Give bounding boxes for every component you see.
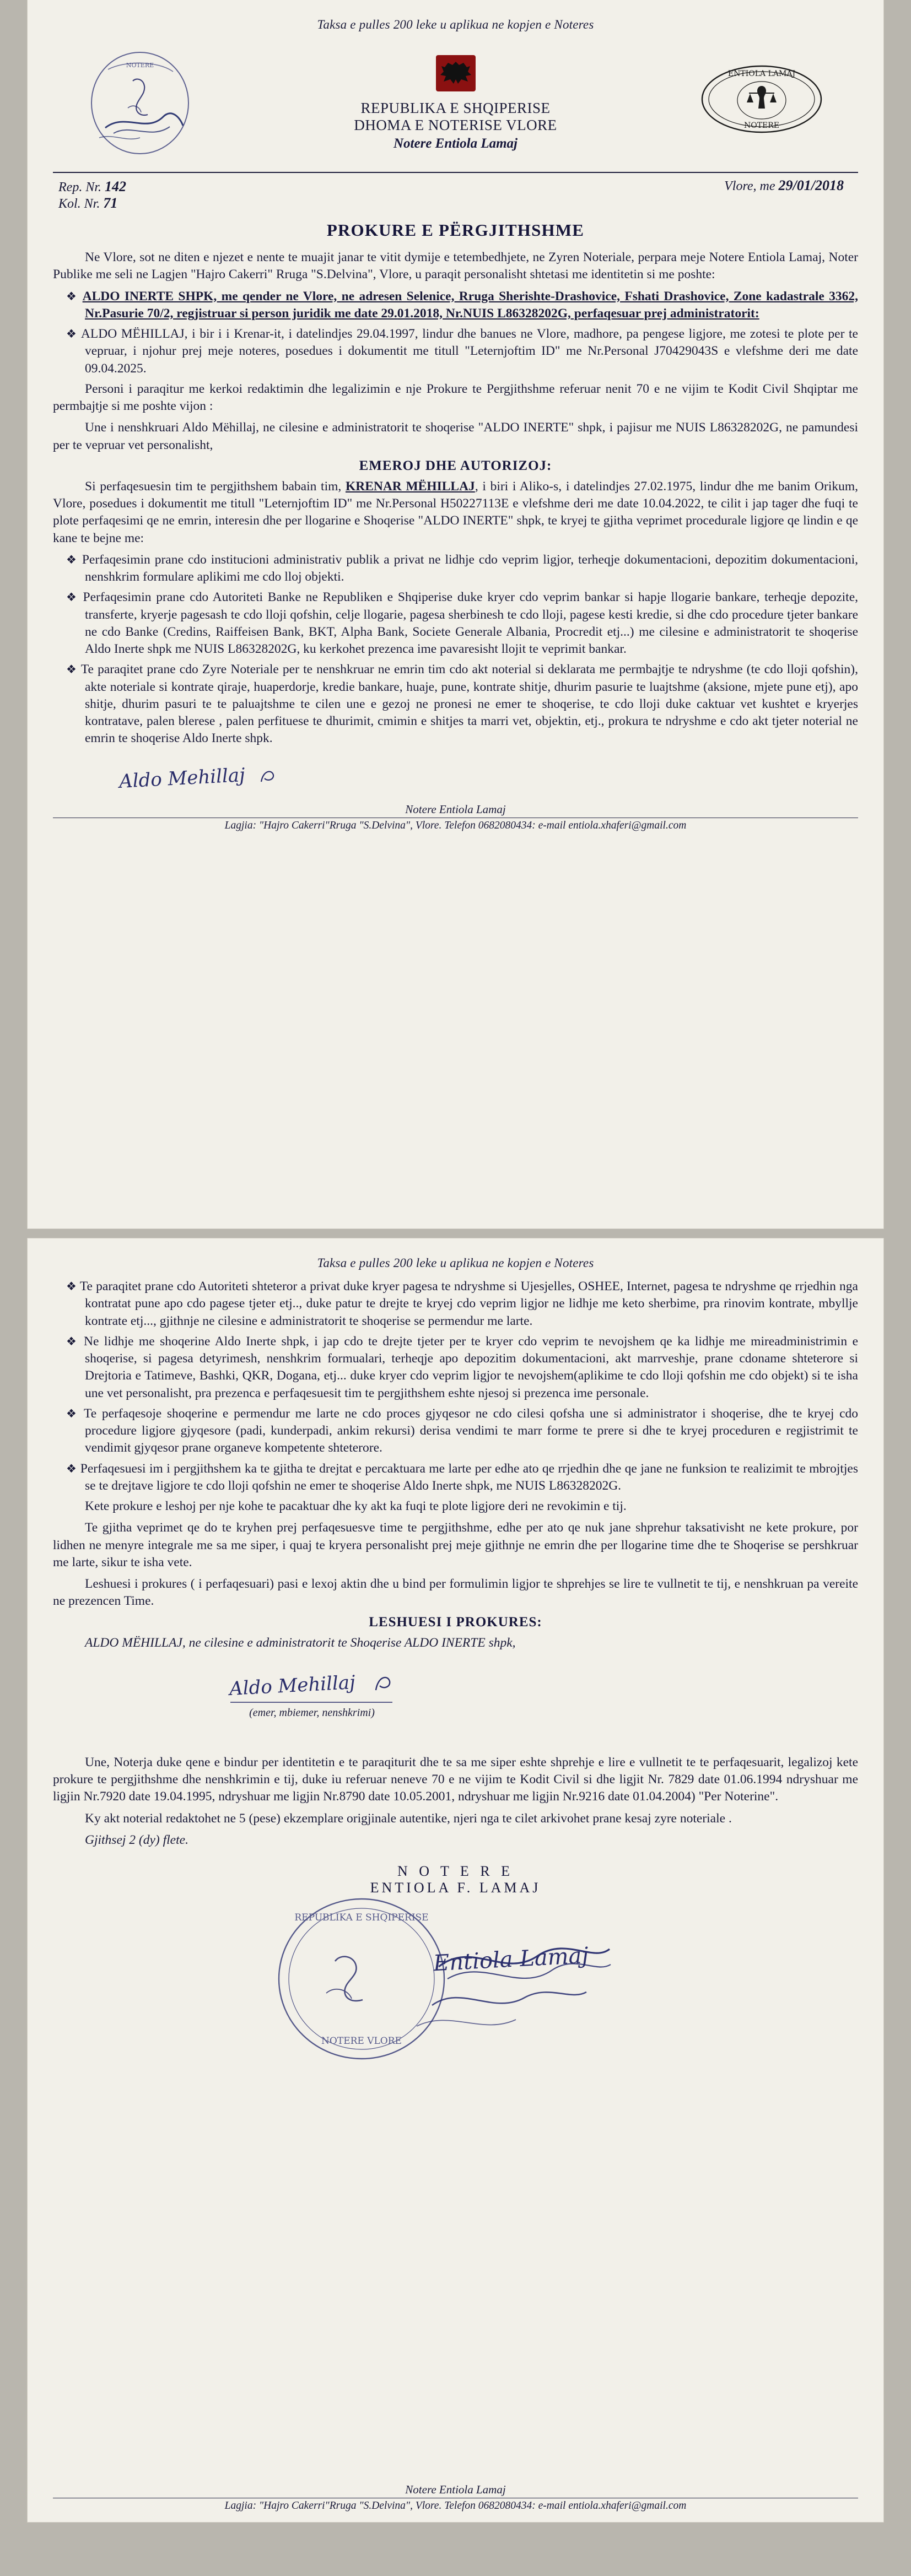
ratification-paragraph: Te gjitha veprimet qe do te kryhen prej perfaqesuesve time te pergjithshme, edhe per ato qe nuk jane shprehur taksativisht ne kete prokure, por lidhen ne menyre integrale me sa me siper, i quaj te kryera personalisht prej meje gjithnje ne emrin dhe per llogarine time dhe te Shoqerise se pershkruar me larte, sikur te isha vete.: [53, 1520, 858, 1570]
svg-text:ENTIOLA LAMAJ: ENTIOLA LAMAJ: [727, 69, 796, 78]
notary-closing-1: Une, Noterja duke qene e bindur per identitetin e te paraqiturit dhe te sa me siper eshte shprehje e lire e vullnetit te te perfaqesuarit, legalizoj kete prokure te pergjithshme dhe nenshkrimin e tij, duke iu referuar neneve 70 e ne vijim te Kodit Civil si dhe ligjit Nr. 7829 date 01.06.1994 ndryshuar me ligjin Nr.7920 date 19.04.1995, ndryshuar me ligjin Nr.8790 date 10.05.2001, ndryshuar me ligjin Nr.9216 date 01.04.2004) "Per Noterine".: [53, 1755, 858, 1804]
diamond-bullet-icon: ❖: [66, 289, 78, 303]
diamond-bullet-icon: ❖: [66, 1280, 77, 1293]
kol-label: Kol. Nr.: [58, 197, 100, 211]
declarant-paragraph: Une i nenshkruari Aldo Mëhillaj, ne cilesine e administratorit te shoqerise "ALDO INERTE" shpk, i pajisur me NUIS L86328202G, ne pamundesi per te vepruar vet personalisht,: [53, 420, 858, 452]
place-label: Vlore, me: [724, 179, 775, 193]
tax-stamp-note-page2: Taksa e pulles 200 leke u aplikua ne kopjen e Noteres: [317, 1256, 594, 1270]
chamber-line: DHOMA E NOTERISE VLORE: [354, 117, 557, 133]
tax-stamp-note: Taksa e pulles 200 leke u aplikua ne kopjen e Noteres: [317, 18, 594, 31]
power-bullet-6: [53, 1405, 858, 1457]
power-bullet-2: [53, 589, 858, 658]
power-bullet-5: [53, 1333, 858, 1402]
power-bullet-3-text: Te paraqitet prane cdo Zyre Noteriale per te nenshkruar ne emrin tim cdo akt noterial si deklarata me permbajtje te ndryshme (te cdo lloji qofshin), akte noteriale si kontrate qiraje, huaperdorje, kredie bankare, huaje, pune, kontrate shitje, dhurim pasurie te luajtshme (aksione, mjete pune etj), apo shitje, dhurim pasuri te te paluajtshme te cilen une e gezoj ne pronesi ne emer te shoqerise, te cdo lloji duke caktuar vet kushtet e kryerjes kontratave, palen blerese , palen perfituese te dhurimit, cmimin e shitjes ta marri vet, objektin, etj., prokura te ndryshme e cdo akt tjeter noterial ne emrin te shoqerise Aldo Inerte shpk.: [80, 662, 858, 746]
document-header: [53, 32, 858, 170]
power-bullet-3: [53, 661, 858, 747]
duration-paragraph: Kete prokure e leshoj per nje kohe te pacaktuar dhe ky akt ka fuqi te plote ligjore deri ne revokimin e tij.: [85, 1499, 627, 1513]
diamond-bullet-icon: ❖: [66, 591, 78, 604]
representative-paragraph: [53, 478, 858, 547]
notary-title-line: N O T E R E: [397, 1863, 514, 1879]
notary-round-stamp-left: [75, 51, 213, 161]
power-bullet-7-text: Perfaqesuesi im i pergjithshem ka te gjitha te drejtat e percaktuara me larte per edhe ato qe rrjedhin dhe qe jane ne funksion te realizimit te mbrojtjes se te drejtave ligjore te cdo lloji qofshin ne emer te shoqerise Aldo Inerte shpk, me NUIS L86328202G.: [80, 1461, 859, 1493]
page2-footer-block: [53, 2483, 858, 2512]
diamond-bullet-icon: ❖: [66, 1462, 77, 1475]
diamond-bullet-icon: ❖: [66, 1406, 79, 1420]
rep-post-text: , i biri i Aliko-s, i datelindjes 27.02.1975, lindur dhe me banim Orikum, Vlore, posedues i dokumentit me titull "Leternjoftim ID" me Nr.Personal H50227113E e vlefshme deri me date 10.04.2022, te cilit i jap tager dhe fuqi te plote perfaqesimi qe ne emrin, interesin dhe per llogarine e Shoqerise "ALDO INERTE" shpk, te kryej te gjitha veprimet procedurale ligjore qe lindin e qe kane te bejne me:: [53, 479, 858, 545]
power-bullet-5-text: Ne lidhje me shoqerine Aldo Inerte shpk, i jap cdo te drejte tjeter per te kryer cdo veprim te nevojshem qe ka lidhje me mireadministrimin e shoqerise, si pagesa detyrimesh, nenshkrim formualari, terheqje apo depozitim dokumentacioni, akt marrveshje, prane cdoname shteterore si Drejtoria e Tatimeve, Bashki, QKR, Dogana, etj... duke kryer cdo veprim ligjor te nevojshem(aplikime te cdo lloji qofshin me cdo objekt) si te isha une vet personalisht, pra prezenca e perfaqesuesit tim te pergjithshem eshte njesoj si prezenca ime personale.: [83, 1334, 859, 1400]
diamond-bullet-icon: ❖: [66, 1334, 79, 1348]
registry-line: [53, 172, 858, 214]
kol-number: [58, 195, 117, 212]
notary-fullname-line: ENTIOLA F. LAMAJ: [370, 1880, 541, 1896]
document-sheet-2: [28, 1238, 883, 2522]
svg-text:NOTERE: NOTERE: [126, 62, 154, 69]
svg-text:NOTERE: NOTERE: [743, 121, 780, 130]
power-bullet-4-text: Te paraqitet prane cdo Autoriteti shteteror a privat duke kryer pagesa te ndryshme si Ujesjelles, OSHEE, Internet, pagesa te ndryshme qe rrjedhin nga kontratat pune apo cdo pagese tjeter etj.., duke patur te drejte te kryej cdo veprim ligjor ne lidhje me keto sherbime, pra rinovim kontrate, mbyllje kontrate etj..., gjithnje ne cilesine e administratorit te shoqerise se permendur me larte.: [79, 1279, 858, 1328]
power-bullet-2-text: Perfaqesimin prane cdo Autoriteti Banke ne Republiken e Shqiperise duke kryer cdo veprim bankar si hapje llogarie bankare, terheqje depozite, transferte, kryerje pagesash te cdo lloji qofshin, celje llogarie, pagesa sherbinesh te cdo lloji, pagese kesti kredie, si dhe cdo procedure tjeter bankare ne cdo Banke (Credins, Raiffeisen Bank, BKT, Alpha Bank, Societe Generale Albania, Procredit etj...) me cilesine e administratorit te shoqerise Aldo Inerte shpk me NUIS L86328202G, ku kerkohet prezenca ime pavaresisht llojit te veprimit bankar.: [83, 590, 859, 656]
notary-final-stamp-block: [53, 1896, 858, 2061]
power-bullet-1: [53, 551, 858, 586]
request-paragraph: Personi i paraqitur me kerkoi redaktimin dhe legalizimin e nje Prokure te Pergjithshme referuar nenit 70 e ne vijim te Kodit Civil Shqiptar me permbajtje si me poshte vijon :: [53, 381, 858, 413]
intro-paragraph: Ne Vlore, sot ne diten e njezet e nente te muajit janar te vitit dymije e tetembedhjete, ne Zyren Noteriale, perpara meje Notere Entiola Lamaj, Noter Publike me seli ne Lagjen "Hajro Cakerri" Rruga "S.Delvina", Vlore, u paraqit personalisht shtetasi me identitetin si me poshte:: [53, 250, 858, 282]
albanian-eagle-emblem-icon: [235, 53, 676, 96]
republic-line: REPUBLIKA E SHQIPERISE: [360, 100, 551, 116]
rep-number: [58, 178, 126, 195]
free-will-paragraph: Leshuesi i prokures ( i perfaqesuari) pasi e lexoj aktin dhe u bind per formulimin ligjor te shprehjes se lire te vullnetit te tij, e nenshkruan pa vereite ne prezencen Time.: [53, 1577, 858, 1609]
svg-text:REPUBLIKA E SHQIPERISE: REPUBLIKA E SHQIPERISE: [294, 1912, 429, 1923]
rep-pre-text: Si perfaqesuesin tim te pergjithshem babain tim,: [85, 479, 346, 494]
party-admin-bullet: [53, 326, 858, 377]
party-company-text: ALDO INERTE SHPK, me qender ne Vlore, ne adresen Selenice, Rruga Sherishte-Drashovice, Fshati Drashovice, Zone kadastrale 3362, Nr.Pasurie 70/2, regjistruar si person juridik me date 29.01.2018, Nr.NUIS L86328202G, perfaqesuar prej administratorit:: [82, 289, 859, 321]
document-sheet-1: [28, 0, 883, 1229]
issuer-line: ALDO MËHILLAJ, ne cilesine e administratorit te Shoqerise ALDO INERTE shpk,: [85, 1635, 516, 1650]
kol-value: 71: [103, 195, 118, 211]
notary-closing-2: Ky akt noterial redaktohet ne 5 (pese) ekzemplare origjinale autentike, njeri nga te cilet arkivohet prane kesaj zyre noteriale .: [85, 1811, 732, 1826]
header-center: [235, 53, 676, 151]
signature-notary-entiola-lamaj: Entiola Lamaj: [432, 1942, 589, 1977]
page-title: PROKURE E PËRGJITHSHME: [326, 220, 585, 240]
place-date: [724, 177, 844, 194]
power-bullet-7: [53, 1460, 858, 1495]
page1-signature-caption: Notere Entiola Lamaj: [405, 802, 506, 816]
issuer-signature-caption: (emer, mbiemer, nenshkrimi): [249, 1706, 375, 1719]
sheet-count: Gjithsej 2 (dy) flete.: [85, 1832, 188, 1847]
issuer-heading: LESHUESI I PROKURES:: [369, 1614, 542, 1630]
notary-oval-seal: [698, 61, 825, 138]
rep-value: 142: [105, 178, 126, 194]
power-bullet-6-text: Te perfaqesoje shoqerine e permendur me larte ne cdo proces gjyqesor ne cdo cilesi qofsha une si administrator i shoqerise, dhe te kryej cdo procedure ligjore gjyqesore (padi, kunderpadi, ankim rekursi) derisa vendimi te marr forme te prere si dhe te kryej proceduren e regjistrimit te vendimit gjyqesor prane organeve kompetente shteterore.: [84, 1406, 859, 1455]
svg-text:NOTERE VLORE: NOTERE VLORE: [321, 2036, 402, 2047]
diamond-bullet-icon: ❖: [66, 553, 78, 566]
diamond-bullet-icon: ❖: [66, 327, 78, 340]
notary-name-line: Notere Entiola Lamaj: [393, 136, 518, 151]
diamond-bullet-icon: ❖: [66, 663, 78, 677]
party-company-bullet: [53, 288, 858, 323]
issuer-signature-block: [53, 1660, 858, 1754]
date-value: 29/01/2018: [778, 177, 844, 193]
signature-aldo-mehillaj: Aldo Mehillaj: [118, 764, 246, 793]
page2-footer: Lagjia: "Hajro Cakerri"Rruga "S.Delvina", Vlore. Telefon 0682080434: e-mail entiola.xhaferi@gmail.com: [53, 2498, 858, 2512]
appoint-heading: EMEROJ DHE AUTORIZOJ:: [359, 458, 552, 473]
power-bullet-1-text: Perfaqesimin prane cdo institucioni administrativ publik a privat ne lidhje cdo veprim ligjor, terheqje dokumentacioni, depozitim dokumentacioni, nenshkrim formulare aplikimi me cdo lloj objekti.: [82, 552, 859, 584]
page1-footer: Lagjia: "Hajro Cakerri"Rruga "S.Delvina", Vlore. Telefon 0682080434: e-mail entiola.xhaferi@gmail.com: [53, 818, 858, 832]
rep-label: Rep. Nr.: [58, 180, 101, 194]
page2-signature-caption: Notere Entiola Lamaj: [405, 2483, 506, 2496]
signature-issuer-aldo-mehillaj: Aldo Mehillaj: [229, 1671, 356, 1700]
party-admin-text: ALDO MËHILLAJ, i bir i i Krenar-it, i datelindjes 29.04.1997, lindur dhe banues ne Vlore, madhore, pa pengese ligjore, me zotesi te plote per te vepruar, i njohur prej meje noteres, posedues i dokumentit me titull "Leternjoftim ID" me Nr.Personal J70429043S e vlefshme deri me date 09.04.2025.: [80, 327, 858, 376]
representative-name: KRENAR MËHILLAJ: [345, 479, 475, 494]
page1-signature-block: [53, 756, 858, 839]
power-bullet-4: [53, 1278, 858, 1330]
